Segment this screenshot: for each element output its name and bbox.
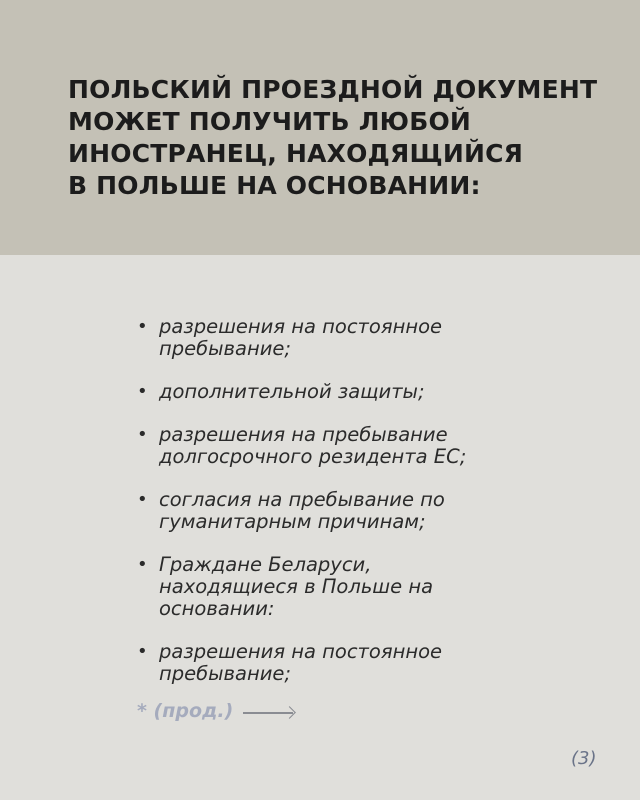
list-item-line: находящиеся в Польше на — [159, 575, 434, 598]
bullet-icon: • — [137, 316, 148, 337]
title-line: ИНОСТРАНЕЦ, НАХОДЯЩИЙСЯ — [68, 139, 524, 168]
list-item-line: Граждане Беларуси, — [159, 553, 372, 576]
list-item — [137, 554, 557, 620]
list-item — [137, 489, 557, 533]
bullet-icon: • — [137, 424, 148, 445]
list-item-line: пребывание; — [159, 662, 291, 685]
list-item-line: согласия на пребывание по — [159, 488, 445, 511]
list-item-line: пребывание; — [159, 337, 291, 360]
list-item — [137, 424, 557, 468]
bullet-icon: • — [137, 381, 148, 402]
page-number: (3) — [571, 748, 597, 769]
page-title — [68, 74, 597, 202]
list-item-line: долгосрочного резидента ЕС; — [159, 445, 467, 468]
title-line: МОЖЕТ ПОЛУЧИТЬ ЛЮБОЙ — [68, 107, 472, 136]
list-item-line: основании: — [159, 597, 275, 620]
bullet-icon: • — [137, 554, 148, 575]
list-item-line: разрешения на постоянное — [159, 640, 443, 663]
arrow-right-icon — [243, 712, 293, 714]
list-item-line: разрешения на пребывание — [159, 423, 448, 446]
basis-list — [137, 316, 557, 706]
continuation-indicator — [137, 700, 293, 722]
bullet-icon: • — [137, 489, 148, 510]
list-item — [137, 381, 557, 403]
list-item — [137, 641, 557, 685]
list-item-line: гуманитарным причинам; — [159, 510, 426, 533]
bullet-icon: • — [137, 641, 148, 662]
continuation-label: * (прод.) — [137, 700, 234, 722]
list-item — [137, 316, 557, 360]
list-item-line: дополнительной защиты; — [159, 380, 425, 403]
header-banner — [0, 0, 640, 255]
title-line: ПОЛЬСКИЙ ПРОЕЗДНОЙ ДОКУМЕНТ — [68, 75, 598, 104]
list-item-line: разрешения на постоянное — [159, 315, 443, 338]
title-line: В ПОЛЬШЕ НА ОСНОВАНИИ: — [68, 171, 481, 200]
